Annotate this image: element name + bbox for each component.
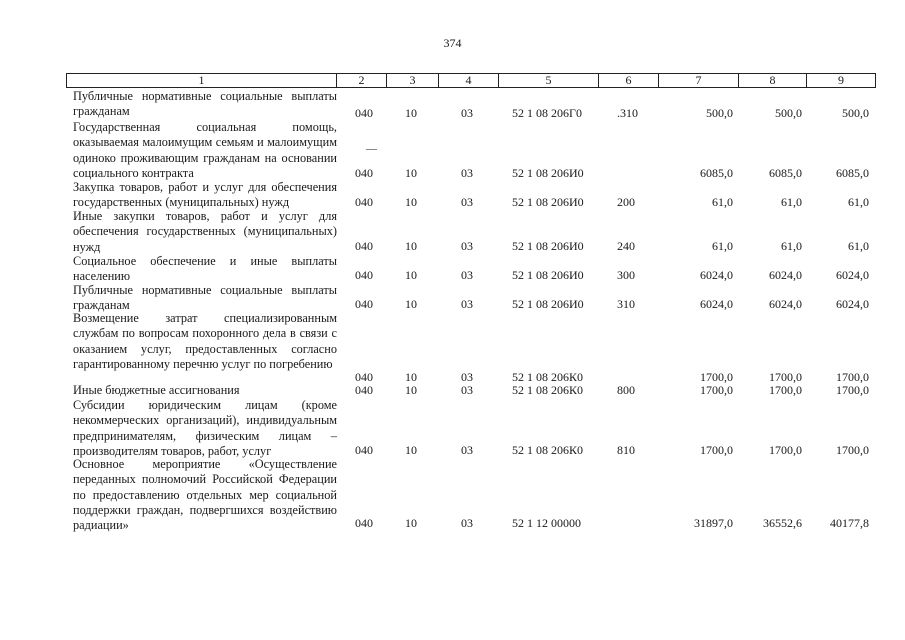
cell-col-3: 10 [405, 195, 417, 209]
cell-col-8: 1700,0 [769, 383, 802, 397]
header-col-6: 6 [599, 74, 659, 87]
row-description: Субсидии юридическим лицам (кроме некоммерческих организаций), индивидуальным предпринимателям, физическим лицам – производителям товаров, работ, услуг [73, 398, 337, 458]
cell-col-5: 52 1 08 206К0 [512, 370, 584, 384]
cell-col-5: 52 1 08 206К0 [512, 383, 584, 397]
dash-mark: — [366, 143, 377, 155]
cell-col-2: 040 [355, 383, 373, 397]
row-description: Возмещение затрат специализированным службам по вопросам похоронного дела в связи с оказанием услуг, предоставленных согласно гарантированному перечню услуг по погребению [73, 311, 337, 371]
row-description: Закупка товаров, работ и услуг для обеспечения государственных (муниципальных) нужд [73, 180, 337, 210]
cell-col-6: 240 [617, 239, 635, 253]
cell-col-8: 6024,0 [769, 297, 802, 311]
table-header [66, 73, 876, 88]
header-col-8: 8 [739, 74, 807, 87]
cell-col-4: 03 [461, 195, 473, 209]
cell-col-7: 61,0 [712, 195, 733, 209]
cell-col-9: 1700,0 [836, 370, 869, 384]
cell-col-2: 040 [355, 106, 373, 120]
cell-col-9: 61,0 [848, 239, 869, 253]
cell-col-8: 6085,0 [769, 166, 802, 180]
cell-col-7: 6024,0 [700, 297, 733, 311]
header-col-1: 1 [67, 74, 337, 87]
cell-col-3: 10 [405, 516, 417, 530]
cell-col-3: 10 [405, 268, 417, 282]
row-description: Публичные нормативные социальные выплаты гражданам [73, 89, 337, 119]
cell-col-2: 040 [355, 166, 373, 180]
cell-col-3: 10 [405, 443, 417, 457]
cell-col-9: 1700,0 [836, 443, 869, 457]
cell-col-4: 03 [461, 268, 473, 282]
row-description: Публичные нормативные социальные выплаты гражданам [73, 283, 337, 313]
cell-col-3: 10 [405, 106, 417, 120]
cell-col-7: 31897,0 [694, 516, 733, 530]
cell-col-5: 52 1 08 206Г0 [512, 106, 582, 120]
cell-col-4: 03 [461, 370, 473, 384]
cell-col-2: 040 [355, 443, 373, 457]
cell-col-2: 040 [355, 239, 373, 253]
cell-col-4: 03 [461, 383, 473, 397]
cell-col-5: 52 1 08 206К0 [512, 443, 584, 457]
cell-col-6: .310 [617, 106, 638, 120]
row-description: Иные закупки товаров, работ и услуг для обеспечения государственных (муниципальных) нужд [73, 209, 337, 254]
cell-col-2: 040 [355, 516, 373, 530]
cell-col-8: 1700,0 [769, 443, 802, 457]
cell-col-4: 03 [461, 443, 473, 457]
row-description: Иные бюджетные ассигнования [73, 383, 240, 397]
cell-col-7: 500,0 [706, 106, 733, 120]
header-col-3: 3 [387, 74, 439, 87]
cell-col-2: 040 [355, 268, 373, 282]
cell-col-6: 200 [617, 195, 635, 209]
cell-col-9: 6024,0 [836, 297, 869, 311]
cell-col-2: 040 [355, 297, 373, 311]
cell-col-5: 52 1 12 00000 [512, 516, 581, 530]
header-col-7: 7 [659, 74, 739, 87]
cell-col-9: 6085,0 [836, 166, 869, 180]
cell-col-2: 040 [355, 370, 373, 384]
cell-col-6: 300 [617, 268, 635, 282]
cell-col-3: 10 [405, 239, 417, 253]
cell-col-5: 52 1 08 206И0 [512, 268, 584, 282]
cell-col-8: 36552,6 [763, 516, 802, 530]
cell-col-7: 1700,0 [700, 383, 733, 397]
cell-col-9: 1700,0 [836, 383, 869, 397]
cell-col-4: 03 [461, 166, 473, 180]
cell-col-2: 040 [355, 195, 373, 209]
cell-col-7: 1700,0 [700, 370, 733, 384]
row-description: Социальное обеспечение и иные выплаты населению [73, 254, 337, 284]
cell-col-5: 52 1 08 206И0 [512, 195, 584, 209]
cell-col-6: 810 [617, 443, 635, 457]
cell-col-9: 40177,8 [830, 516, 869, 530]
cell-col-8: 500,0 [775, 106, 802, 120]
cell-col-7: 6024,0 [700, 268, 733, 282]
cell-col-7: 61,0 [712, 239, 733, 253]
cell-col-8: 61,0 [781, 239, 802, 253]
cell-col-3: 10 [405, 370, 417, 384]
header-col-9: 9 [838, 73, 844, 87]
cell-col-4: 03 [461, 516, 473, 530]
cell-col-8: 6024,0 [769, 268, 802, 282]
cell-col-5: 52 1 08 206И0 [512, 239, 584, 253]
cell-col-5: 52 1 08 206И0 [512, 297, 584, 311]
cell-col-6: 310 [617, 297, 635, 311]
cell-col-4: 03 [461, 297, 473, 311]
cell-col-6: 800 [617, 383, 635, 397]
cell-col-7: 1700,0 [700, 443, 733, 457]
cell-col-3: 10 [405, 383, 417, 397]
cell-col-4: 03 [461, 239, 473, 253]
cell-col-9: 6024,0 [836, 268, 869, 282]
header-col-4: 4 [439, 74, 499, 87]
row-description: Основное мероприятие «Осуществление переданных полномочий Российской Федерации по предоставлению отдельных мер социальной поддержки граждан, подвергшихся воздействию радиации» [73, 457, 337, 533]
cell-col-7: 6085,0 [700, 166, 733, 180]
cell-col-9: 61,0 [848, 195, 869, 209]
header-col-5: 5 [499, 74, 599, 87]
cell-col-8: 61,0 [781, 195, 802, 209]
cell-col-4: 03 [461, 106, 473, 120]
row-description: Государственная социальная помощь, оказываемая малоимущим семьям и малоимущим одиноко проживающим гражданам на основании социального контракта [73, 120, 337, 180]
cell-col-8: 1700,0 [769, 370, 802, 384]
cell-col-3: 10 [405, 297, 417, 311]
cell-col-9: 500,0 [842, 106, 869, 120]
header-col-2: 2 [337, 74, 387, 87]
cell-col-5: 52 1 08 206И0 [512, 166, 584, 180]
page-number: 374 [443, 36, 462, 50]
cell-col-3: 10 [405, 166, 417, 180]
